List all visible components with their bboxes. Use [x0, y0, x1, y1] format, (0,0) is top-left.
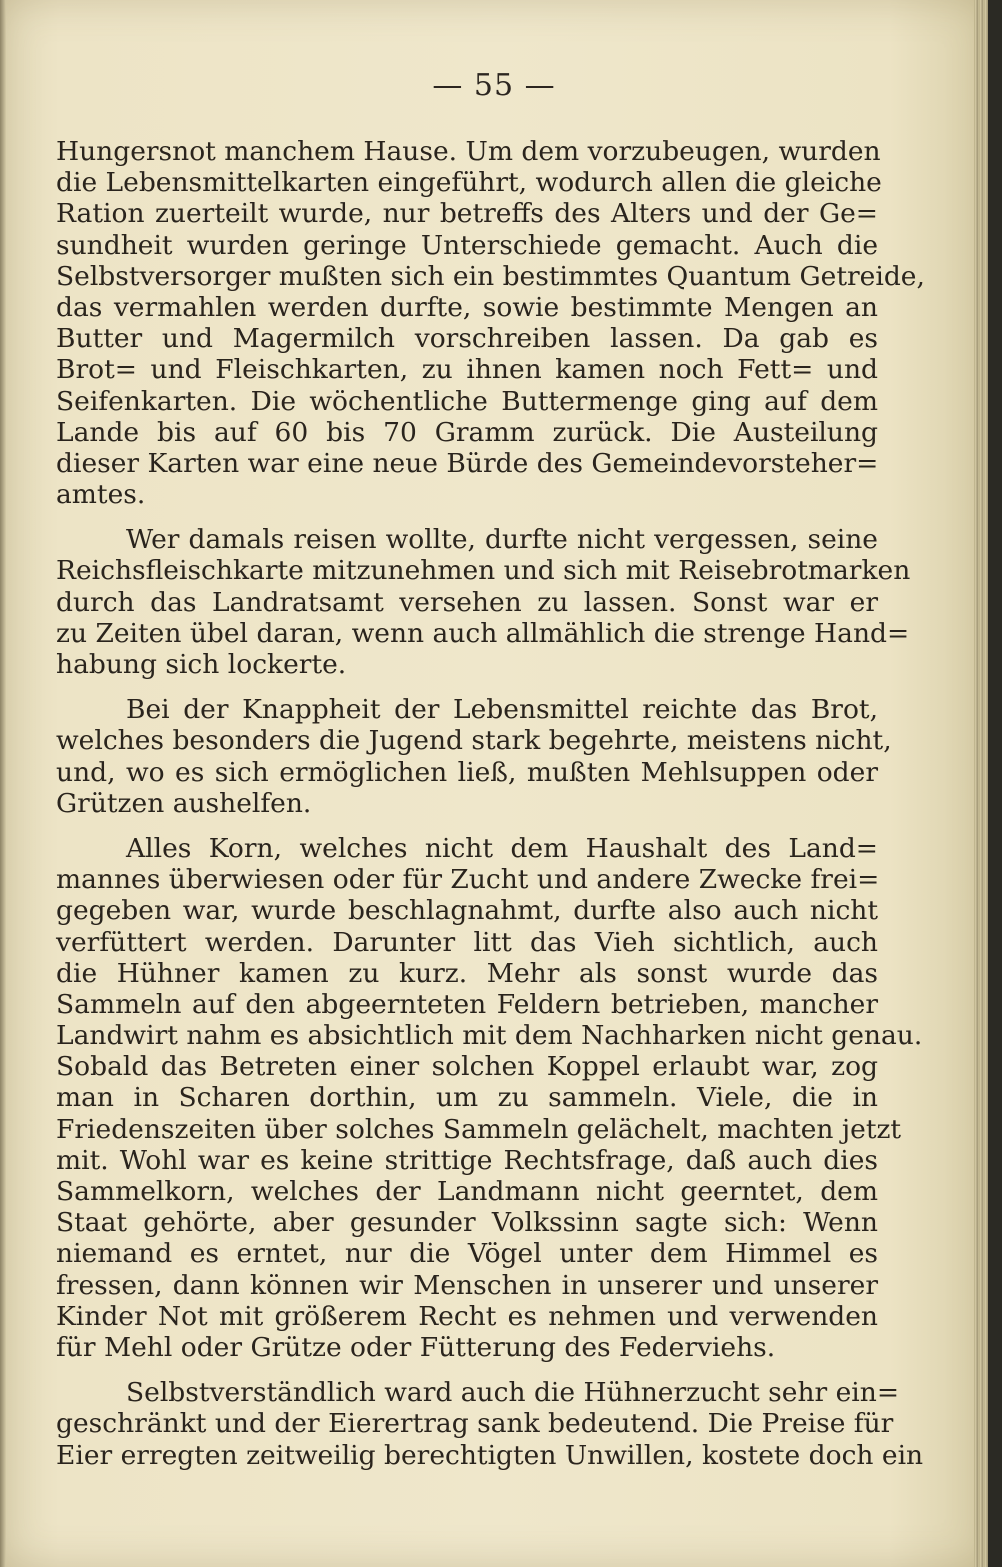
text-line: durch das Landratsamt versehen zu lassen. Sonst war er — [56, 586, 878, 618]
page-left-edge — [0, 0, 6, 1567]
text-line: dieser Karten war eine neue Bürde des Gemeindevorsteher= — [56, 447, 879, 479]
text-line: Landwirt nahm es absichtlich mit dem Nachharken nicht genau. — [56, 1020, 923, 1052]
text-line: Reichsfleischkarte mitzunehmen und sich mit Reisebrotmarken — [56, 555, 911, 587]
text-line: Sammelkorn, welches der Landmann nicht geerntet, dem — [56, 1176, 878, 1207]
text-line: mit. Wohl war es keine strittige Rechtsfrage, daß auch dies — [56, 1144, 878, 1176]
text-line: Friedenszeiten über solches Sammeln gelächelt, machten jetzt — [56, 1113, 902, 1145]
text-line: Brot= und Fleischkarten, zu ihnen kamen noch Fett= und — [56, 354, 878, 386]
page-stack-edge — [974, 0, 988, 1567]
text-line: Selbstversorger mußten sich ein bestimmtes Quantum Getreide, — [56, 260, 925, 292]
text-line: Sammeln auf den abgeernteten Feldern betrieben, mancher — [56, 988, 878, 1020]
body-text — [56, 136, 925, 1471]
text-line: das vermahlen werden durfte, sowie bestimmte Mengen an — [56, 291, 878, 323]
paragraph — [56, 136, 925, 511]
text-line: Bei der Knappheit der Lebensmittel reichte das Brot, — [126, 694, 878, 726]
text-line: die Lebensmittelkarten eingeführt, wodurch allen die gleiche — [56, 167, 882, 199]
text-line: Seifenkarten. Die wöchentliche Buttermenge ging auf dem — [56, 385, 878, 417]
text-line: Hungersnot manchem Hause. Um dem vorzubeugen, wurden — [56, 136, 881, 167]
text-line: Grützen aushelfen. — [56, 787, 312, 819]
text-line: Staat gehörte, aber gesunder Volkssinn sagte sich: Wenn — [56, 1207, 878, 1239]
text-line: amtes. — [56, 479, 146, 511]
paragraph — [56, 832, 923, 1363]
text-line: geschränkt und der Eierertrag sank bedeutend. Die Preise für — [56, 1408, 894, 1440]
paragraph — [56, 694, 892, 819]
page-number: — 55 — — [432, 68, 556, 103]
text-line: habung sich lockerte. — [56, 649, 347, 680]
text-line: Selbstverständlich ward auch die Hühnerzucht sehr ein= — [126, 1377, 900, 1409]
text-line: die Hühner kamen zu kurz. Mehr als sonst wurde das — [56, 957, 878, 989]
text-line: Kinder Not mit größerem Recht es nehmen und verwenden — [56, 1300, 878, 1332]
text-line: verfüttert werden. Darunter litt das Vieh sichtlich, auch — [56, 926, 878, 958]
text-line: gegeben war, wurde beschlagnahmt, durfte also auch nicht — [56, 895, 878, 927]
text-line: und, wo es sich ermöglichen ließ, mußten Mehlsuppen oder — [56, 756, 878, 788]
text-line: mannes überwiesen oder für Zucht und andere Zwecke frei= — [56, 864, 880, 896]
text-line: Wer damals reisen wollte, durfte nicht vergessen, seine — [126, 524, 878, 556]
text-line: Ration zuerteilt wurde, nur betreffs des Alters und der Ge= — [56, 198, 878, 230]
text-line: niemand es erntet, nur die Vögel unter dem Himmel es — [56, 1238, 878, 1270]
text-line: Sobald das Betreten einer solchen Koppel erlaubt war, zog — [56, 1051, 878, 1083]
paragraph — [56, 1377, 924, 1471]
text-line: Lande bis auf 60 bis 70 Gramm zurück. Die Austeilung — [56, 416, 878, 448]
text-line: Butter und Magermilch vorschreiben lassen. Da gab es — [56, 323, 878, 355]
text-line: Alles Korn, welches nicht dem Haushalt des Land= — [126, 832, 878, 864]
text-line: zu Zeiten übel daran, wenn auch allmählich die strenge Hand= — [56, 617, 910, 649]
text-line: welches besonders die Jugend stark begehrte, meistens nicht, — [56, 725, 892, 757]
text-line: man in Scharen dorthin, um zu sammeln. Viele, die in — [56, 1082, 878, 1114]
text-line: fressen, dann können wir Menschen in unserer und unserer — [56, 1269, 878, 1301]
text-line: Eier erregten zeitweilig berechtigten Unwillen, kostete doch ein — [56, 1439, 924, 1471]
text-line: für Mehl oder Grütze oder Fütterung des Federviehs. — [56, 1331, 776, 1363]
paragraph — [56, 524, 911, 680]
text-line: sundheit wurden geringe Unterschiede gemacht. Auch die — [56, 229, 878, 261]
